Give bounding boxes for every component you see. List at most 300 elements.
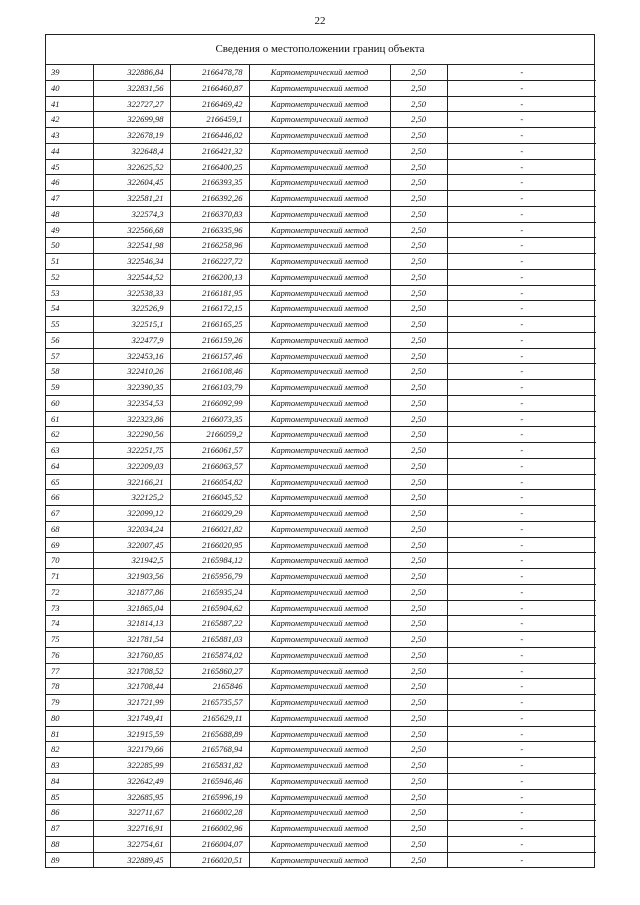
y-coordinate-cell: 2165935,24 xyxy=(170,584,249,600)
table-row xyxy=(46,742,596,758)
table-row xyxy=(46,191,596,207)
method-cell: Картометрический метод xyxy=(249,96,390,112)
y-coordinate-cell: 2166460,87 xyxy=(170,80,249,96)
method-cell: Картометрический метод xyxy=(249,269,390,285)
y-coordinate-cell: 2166172,15 xyxy=(170,301,249,317)
description-cell: - xyxy=(447,836,596,852)
y-coordinate-cell: 2166421,32 xyxy=(170,143,249,159)
y-coordinate-cell: 2166045,52 xyxy=(170,490,249,506)
accuracy-cell: 2,50 xyxy=(390,285,447,301)
accuracy-cell: 2,50 xyxy=(390,191,447,207)
y-coordinate-cell: 2166200,13 xyxy=(170,269,249,285)
table-row xyxy=(46,427,596,443)
table-row xyxy=(46,773,596,789)
accuracy-cell: 2,50 xyxy=(390,254,447,270)
table-row xyxy=(46,490,596,506)
y-coordinate-cell: 2166063,57 xyxy=(170,458,249,474)
point-number-cell: 80 xyxy=(46,710,93,726)
y-coordinate-cell: 2166370,83 xyxy=(170,206,249,222)
x-coordinate-cell: 321781,54 xyxy=(93,632,170,648)
method-cell: Картометрический метод xyxy=(249,317,390,333)
table-row xyxy=(46,710,596,726)
point-number-cell: 45 xyxy=(46,159,93,175)
description-cell: - xyxy=(447,301,596,317)
point-number-cell: 57 xyxy=(46,348,93,364)
table-row xyxy=(46,96,596,112)
accuracy-cell: 2,50 xyxy=(390,647,447,663)
accuracy-cell: 2,50 xyxy=(390,537,447,553)
description-cell: - xyxy=(447,616,596,632)
method-cell: Картометрический метод xyxy=(249,112,390,128)
point-number-cell: 40 xyxy=(46,80,93,96)
table-row xyxy=(46,80,596,96)
description-cell: - xyxy=(447,521,596,537)
table-row xyxy=(46,128,596,144)
accuracy-cell: 2,50 xyxy=(390,584,447,600)
method-cell: Картометрический метод xyxy=(249,206,390,222)
table-row xyxy=(46,206,596,222)
accuracy-cell: 2,50 xyxy=(390,773,447,789)
x-coordinate-cell: 321749,41 xyxy=(93,710,170,726)
accuracy-cell: 2,50 xyxy=(390,143,447,159)
accuracy-cell: 2,50 xyxy=(390,506,447,522)
description-cell: - xyxy=(447,663,596,679)
description-cell: - xyxy=(447,695,596,711)
coordinates-table-body xyxy=(46,65,596,867)
table-row xyxy=(46,269,596,285)
description-cell: - xyxy=(447,143,596,159)
y-coordinate-cell: 2165904,62 xyxy=(170,600,249,616)
method-cell: Картометрический метод xyxy=(249,569,390,585)
x-coordinate-cell: 321942,5 xyxy=(93,553,170,569)
y-coordinate-cell: 2166227,72 xyxy=(170,254,249,270)
description-cell: - xyxy=(447,364,596,380)
description-cell: - xyxy=(447,65,596,80)
y-coordinate-cell: 2166478,78 xyxy=(170,65,249,80)
description-cell: - xyxy=(447,254,596,270)
method-cell: Картометрический метод xyxy=(249,679,390,695)
accuracy-cell: 2,50 xyxy=(390,348,447,364)
x-coordinate-cell: 322007,45 xyxy=(93,537,170,553)
accuracy-cell: 2,50 xyxy=(390,128,447,144)
accuracy-cell: 2,50 xyxy=(390,632,447,648)
point-number-cell: 49 xyxy=(46,222,93,238)
y-coordinate-cell: 2166459,1 xyxy=(170,112,249,128)
table-row xyxy=(46,852,596,867)
description-cell: - xyxy=(447,411,596,427)
point-number-cell: 65 xyxy=(46,474,93,490)
table-row xyxy=(46,411,596,427)
y-coordinate-cell: 2166054,82 xyxy=(170,474,249,490)
x-coordinate-cell: 322642,49 xyxy=(93,773,170,789)
table-row xyxy=(46,443,596,459)
method-cell: Картометрический метод xyxy=(249,789,390,805)
method-cell: Картометрический метод xyxy=(249,301,390,317)
point-number-cell: 59 xyxy=(46,380,93,396)
x-coordinate-cell: 322889,45 xyxy=(93,852,170,867)
point-number-cell: 82 xyxy=(46,742,93,758)
table-row xyxy=(46,395,596,411)
x-coordinate-cell: 321708,52 xyxy=(93,663,170,679)
table-row xyxy=(46,695,596,711)
table-row xyxy=(46,348,596,364)
x-coordinate-cell: 322099,12 xyxy=(93,506,170,522)
point-number-cell: 89 xyxy=(46,852,93,867)
accuracy-cell: 2,50 xyxy=(390,364,447,380)
method-cell: Картометрический метод xyxy=(249,490,390,506)
point-number-cell: 87 xyxy=(46,821,93,837)
table-row xyxy=(46,458,596,474)
table-row xyxy=(46,584,596,600)
accuracy-cell: 2,50 xyxy=(390,159,447,175)
table-row xyxy=(46,238,596,254)
description-cell: - xyxy=(447,380,596,396)
method-cell: Картометрический метод xyxy=(249,474,390,490)
point-number-cell: 47 xyxy=(46,191,93,207)
table-row xyxy=(46,821,596,837)
x-coordinate-cell: 322546,34 xyxy=(93,254,170,270)
point-number-cell: 60 xyxy=(46,395,93,411)
x-coordinate-cell: 322541,98 xyxy=(93,238,170,254)
description-cell: - xyxy=(447,96,596,112)
point-number-cell: 75 xyxy=(46,632,93,648)
description-cell: - xyxy=(447,553,596,569)
point-number-cell: 52 xyxy=(46,269,93,285)
method-cell: Картометрический метод xyxy=(249,427,390,443)
description-cell: - xyxy=(447,112,596,128)
description-cell: - xyxy=(447,269,596,285)
x-coordinate-cell: 322166,21 xyxy=(93,474,170,490)
x-coordinate-cell: 322034,24 xyxy=(93,521,170,537)
description-cell: - xyxy=(447,285,596,301)
method-cell: Картометрический метод xyxy=(249,710,390,726)
y-coordinate-cell: 2165629,11 xyxy=(170,710,249,726)
point-number-cell: 44 xyxy=(46,143,93,159)
x-coordinate-cell: 322209,03 xyxy=(93,458,170,474)
accuracy-cell: 2,50 xyxy=(390,474,447,490)
y-coordinate-cell: 2165946,46 xyxy=(170,773,249,789)
method-cell: Картометрический метод xyxy=(249,238,390,254)
description-cell: - xyxy=(447,537,596,553)
method-cell: Картометрический метод xyxy=(249,443,390,459)
method-cell: Картометрический метод xyxy=(249,521,390,537)
accuracy-cell: 2,50 xyxy=(390,490,447,506)
description-cell: - xyxy=(447,584,596,600)
description-cell: - xyxy=(447,490,596,506)
accuracy-cell: 2,50 xyxy=(390,395,447,411)
description-cell: - xyxy=(447,569,596,585)
accuracy-cell: 2,50 xyxy=(390,380,447,396)
point-number-cell: 78 xyxy=(46,679,93,695)
x-coordinate-cell: 322179,66 xyxy=(93,742,170,758)
method-cell: Картометрический метод xyxy=(249,159,390,175)
section-title: Сведения о местоположении границ объекта xyxy=(46,35,594,65)
table-row xyxy=(46,647,596,663)
y-coordinate-cell: 2166002,28 xyxy=(170,805,249,821)
accuracy-cell: 2,50 xyxy=(390,600,447,616)
accuracy-cell: 2,50 xyxy=(390,616,447,632)
y-coordinate-cell: 2166159,26 xyxy=(170,332,249,348)
method-cell: Картометрический метод xyxy=(249,143,390,159)
point-number-cell: 55 xyxy=(46,317,93,333)
method-cell: Картометрический метод xyxy=(249,616,390,632)
table-row xyxy=(46,506,596,522)
point-number-cell: 77 xyxy=(46,663,93,679)
point-number-cell: 41 xyxy=(46,96,93,112)
table-row xyxy=(46,679,596,695)
x-coordinate-cell: 322544,52 xyxy=(93,269,170,285)
method-cell: Картометрический метод xyxy=(249,411,390,427)
table-row xyxy=(46,521,596,537)
point-number-cell: 50 xyxy=(46,238,93,254)
y-coordinate-cell: 2166335,96 xyxy=(170,222,249,238)
table-row xyxy=(46,159,596,175)
method-cell: Картометрический метод xyxy=(249,584,390,600)
accuracy-cell: 2,50 xyxy=(390,789,447,805)
accuracy-cell: 2,50 xyxy=(390,65,447,80)
table-row xyxy=(46,632,596,648)
x-coordinate-cell: 322604,45 xyxy=(93,175,170,191)
method-cell: Картометрический метод xyxy=(249,726,390,742)
x-coordinate-cell: 322574,3 xyxy=(93,206,170,222)
description-cell: - xyxy=(447,758,596,774)
table-row xyxy=(46,112,596,128)
page-number: 22 xyxy=(314,15,326,27)
description-cell: - xyxy=(447,632,596,648)
table-row xyxy=(46,836,596,852)
y-coordinate-cell: 2166157,46 xyxy=(170,348,249,364)
description-cell: - xyxy=(447,805,596,821)
method-cell: Картометрический метод xyxy=(249,600,390,616)
table-row xyxy=(46,175,596,191)
y-coordinate-cell: 2165860,27 xyxy=(170,663,249,679)
y-coordinate-cell: 2165956,79 xyxy=(170,569,249,585)
method-cell: Картометрический метод xyxy=(249,695,390,711)
y-coordinate-cell: 2166181,95 xyxy=(170,285,249,301)
table-row xyxy=(46,143,596,159)
y-coordinate-cell: 2166020,51 xyxy=(170,852,249,867)
description-cell: - xyxy=(447,128,596,144)
point-number-cell: 58 xyxy=(46,364,93,380)
method-cell: Картометрический метод xyxy=(249,758,390,774)
y-coordinate-cell: 2166029,29 xyxy=(170,506,249,522)
accuracy-cell: 2,50 xyxy=(390,427,447,443)
x-coordinate-cell: 322538,33 xyxy=(93,285,170,301)
y-coordinate-cell: 2165984,12 xyxy=(170,553,249,569)
point-number-cell: 86 xyxy=(46,805,93,821)
accuracy-cell: 2,50 xyxy=(390,836,447,852)
table-row xyxy=(46,616,596,632)
description-cell: - xyxy=(447,222,596,238)
x-coordinate-cell: 322251,75 xyxy=(93,443,170,459)
x-coordinate-cell: 322711,67 xyxy=(93,805,170,821)
y-coordinate-cell: 2166020,95 xyxy=(170,537,249,553)
method-cell: Картометрический метод xyxy=(249,254,390,270)
accuracy-cell: 2,50 xyxy=(390,726,447,742)
y-coordinate-cell: 2166021,82 xyxy=(170,521,249,537)
description-cell: - xyxy=(447,474,596,490)
method-cell: Картометрический метод xyxy=(249,175,390,191)
method-cell: Картометрический метод xyxy=(249,632,390,648)
x-coordinate-cell: 322566,68 xyxy=(93,222,170,238)
y-coordinate-cell: 2166258,96 xyxy=(170,238,249,254)
accuracy-cell: 2,50 xyxy=(390,96,447,112)
method-cell: Картометрический метод xyxy=(249,553,390,569)
description-cell: - xyxy=(447,427,596,443)
x-coordinate-cell: 322477,9 xyxy=(93,332,170,348)
description-cell: - xyxy=(447,789,596,805)
method-cell: Картометрический метод xyxy=(249,348,390,364)
description-cell: - xyxy=(447,742,596,758)
point-number-cell: 43 xyxy=(46,128,93,144)
description-cell: - xyxy=(447,191,596,207)
method-cell: Картометрический метод xyxy=(249,773,390,789)
accuracy-cell: 2,50 xyxy=(390,569,447,585)
accuracy-cell: 2,50 xyxy=(390,758,447,774)
x-coordinate-cell: 321721,99 xyxy=(93,695,170,711)
table-row xyxy=(46,285,596,301)
accuracy-cell: 2,50 xyxy=(390,852,447,867)
table-row xyxy=(46,301,596,317)
point-number-cell: 72 xyxy=(46,584,93,600)
accuracy-cell: 2,50 xyxy=(390,301,447,317)
description-cell: - xyxy=(520,854,524,865)
x-coordinate-cell: 322354,53 xyxy=(93,395,170,411)
y-coordinate-cell: 2166392,26 xyxy=(170,191,249,207)
table-row xyxy=(46,474,596,490)
x-coordinate-cell: 321877,86 xyxy=(93,584,170,600)
accuracy-cell: 2,50 xyxy=(390,805,447,821)
y-coordinate-cell: 2165768,94 xyxy=(170,742,249,758)
description-cell: - xyxy=(447,506,596,522)
accuracy-cell: 2,50 xyxy=(390,206,447,222)
point-number-cell: 76 xyxy=(46,647,93,663)
description-cell: - xyxy=(447,159,596,175)
accuracy-cell: 2,50 xyxy=(390,710,447,726)
method-cell: Картометрический метод xyxy=(249,821,390,837)
x-coordinate-cell: 322716,91 xyxy=(93,821,170,837)
point-number-cell: 81 xyxy=(46,726,93,742)
accuracy-cell: 2,50 xyxy=(390,821,447,837)
x-coordinate-cell: 321865,04 xyxy=(93,600,170,616)
accuracy-cell: 2,50 xyxy=(390,80,447,96)
accuracy-cell: 2,50 xyxy=(390,269,447,285)
point-number-cell: 62 xyxy=(46,427,93,443)
description-cell: - xyxy=(447,395,596,411)
description-cell: - xyxy=(447,443,596,459)
method-cell: Картометрический метод xyxy=(249,852,390,867)
accuracy-cell: 2,50 xyxy=(390,679,447,695)
method-cell: Картометрический метод xyxy=(249,458,390,474)
x-coordinate-cell: 322648,4 xyxy=(93,143,170,159)
table-row xyxy=(46,805,596,821)
y-coordinate-cell: 2165874,02 xyxy=(170,647,249,663)
x-coordinate-cell: 321814,13 xyxy=(93,616,170,632)
x-coordinate-cell: 321903,56 xyxy=(93,569,170,585)
description-cell: - xyxy=(447,726,596,742)
table-row xyxy=(46,663,596,679)
point-number-cell: 48 xyxy=(46,206,93,222)
point-number-cell: 61 xyxy=(46,411,93,427)
x-coordinate-cell: 321915,59 xyxy=(93,726,170,742)
y-coordinate-cell: 2166446,02 xyxy=(170,128,249,144)
y-coordinate-cell: 2166002,96 xyxy=(170,821,249,837)
method-cell: Картометрический метод xyxy=(249,332,390,348)
x-coordinate-cell: 322323,86 xyxy=(93,411,170,427)
description-cell: - xyxy=(447,821,596,837)
x-coordinate-cell: 322625,52 xyxy=(93,159,170,175)
description-cell: - xyxy=(447,206,596,222)
x-coordinate-cell: 322886,84 xyxy=(93,65,170,80)
description-cell: - xyxy=(447,710,596,726)
x-coordinate-cell: 322285,99 xyxy=(93,758,170,774)
point-number-cell: 39 xyxy=(46,65,93,80)
method-cell: Картометрический метод xyxy=(249,395,390,411)
table-row xyxy=(46,317,596,333)
description-cell: - xyxy=(447,332,596,348)
y-coordinate-cell: 2165688,89 xyxy=(170,726,249,742)
point-number-cell: 66 xyxy=(46,490,93,506)
point-number-cell: 85 xyxy=(46,789,93,805)
y-coordinate-cell: 2166092,99 xyxy=(170,395,249,411)
accuracy-cell: 2,50 xyxy=(390,695,447,711)
y-coordinate-cell: 2166073,35 xyxy=(170,411,249,427)
accuracy-cell: 2,50 xyxy=(390,521,447,537)
x-coordinate-cell: 322453,16 xyxy=(93,348,170,364)
y-coordinate-cell: 2165831,82 xyxy=(170,758,249,774)
description-cell: - xyxy=(447,317,596,333)
table-row xyxy=(46,380,596,396)
method-cell: Картометрический метод xyxy=(249,663,390,679)
table-row xyxy=(46,222,596,238)
accuracy-cell: 2,50 xyxy=(390,317,447,333)
y-coordinate-cell: 2166061,57 xyxy=(170,443,249,459)
x-coordinate-cell: 322290,56 xyxy=(93,427,170,443)
table-row xyxy=(46,65,596,80)
method-cell: Картометрический метод xyxy=(249,128,390,144)
method-cell: Картометрический метод xyxy=(249,191,390,207)
table-row xyxy=(46,726,596,742)
x-coordinate-cell: 322515,1 xyxy=(93,317,170,333)
y-coordinate-cell: 2166165,25 xyxy=(170,317,249,333)
method-cell: Картометрический метод xyxy=(249,285,390,301)
point-number-cell: 71 xyxy=(46,569,93,585)
y-coordinate-cell: 2166469,42 xyxy=(170,96,249,112)
x-coordinate-cell: 322125,2 xyxy=(93,490,170,506)
method-cell: Картометрический метод xyxy=(249,380,390,396)
method-cell: Картометрический метод xyxy=(249,364,390,380)
table-row xyxy=(46,537,596,553)
accuracy-cell: 2,50 xyxy=(390,553,447,569)
x-coordinate-cell: 322410,26 xyxy=(93,364,170,380)
description-cell: - xyxy=(447,348,596,364)
accuracy-cell: 2,50 xyxy=(390,742,447,758)
description-cell: - xyxy=(447,773,596,789)
accuracy-cell: 2,50 xyxy=(390,411,447,427)
description-cell: - xyxy=(447,238,596,254)
x-coordinate-cell: 322727,27 xyxy=(93,96,170,112)
point-number-cell: 73 xyxy=(46,600,93,616)
method-cell: Картометрический метод xyxy=(249,537,390,553)
table-row xyxy=(46,600,596,616)
point-number-cell: 67 xyxy=(46,506,93,522)
y-coordinate-cell: 2165846 xyxy=(170,679,249,695)
boundary-coordinates-sheet xyxy=(45,34,595,868)
point-number-cell: 83 xyxy=(46,758,93,774)
x-coordinate-cell: 322685,95 xyxy=(93,789,170,805)
point-number-cell: 46 xyxy=(46,175,93,191)
table-row xyxy=(46,569,596,585)
